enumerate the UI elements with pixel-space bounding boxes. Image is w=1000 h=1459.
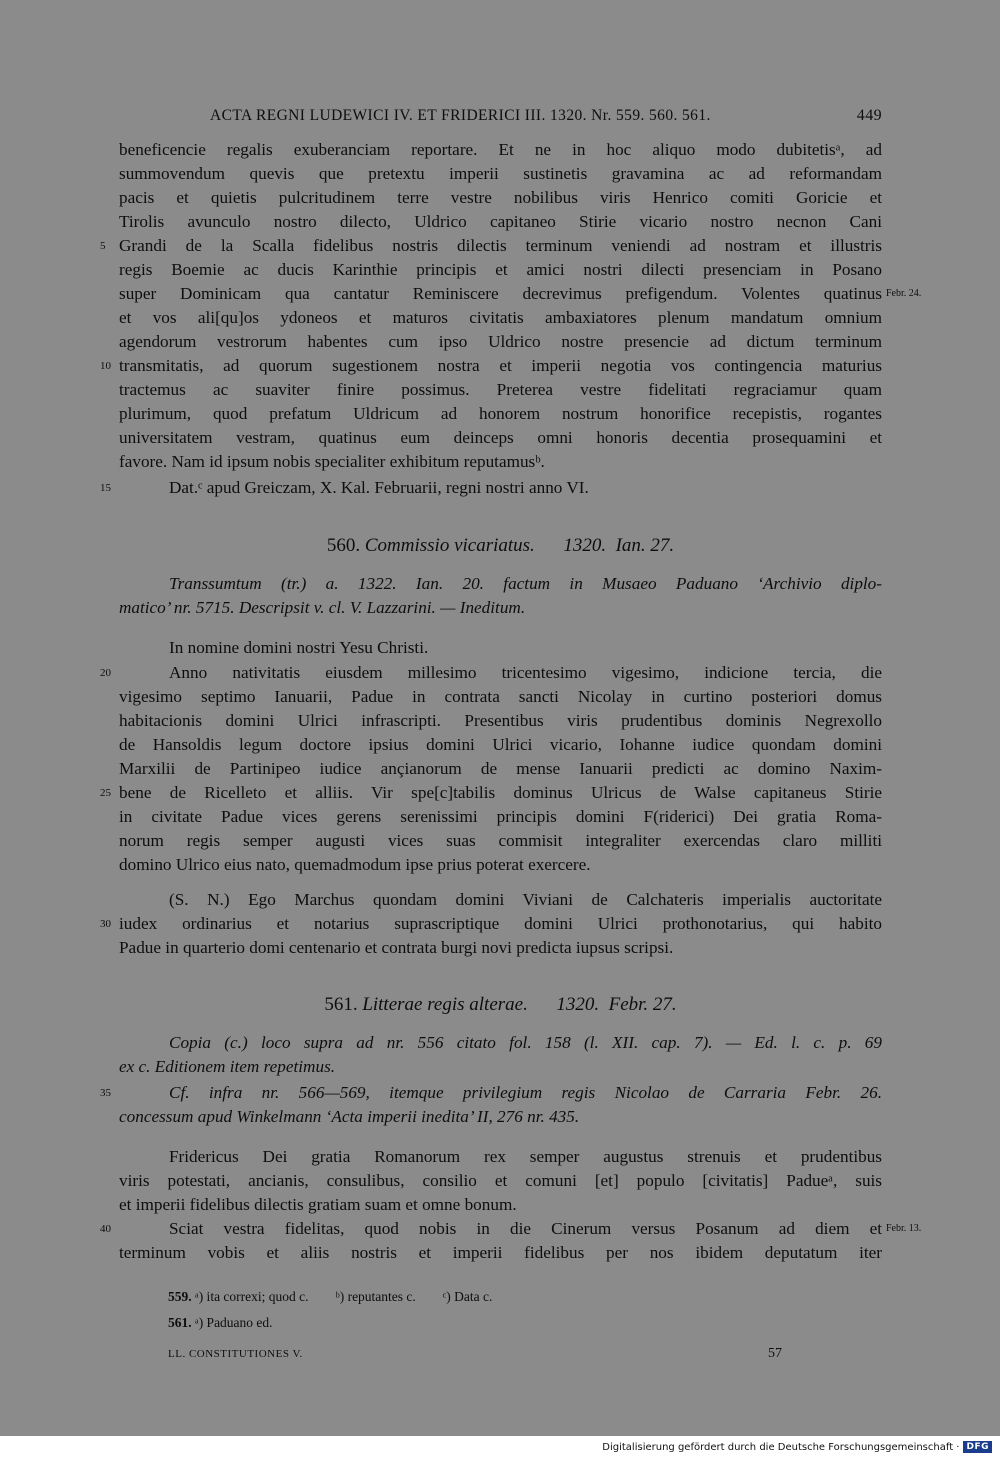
text-line: in civitate Padue vices gerens serenissimi principis domini F(riderici) Dei gratia Roma- — [119, 807, 882, 826]
footnote-text: ᵃ) ita correxi; quod c. ᵇ) reputantes c. ᶜ) Data c. — [191, 1289, 493, 1304]
text-line: ex c. Editionem item repetimus. — [119, 1057, 336, 1076]
text-line: Tirolis avunculo nostro dilecto, Uldrico capitaneo Stirie vicario nostro necnon Cani — [119, 212, 882, 231]
text-line: beneficencie regalis exuberanciam reportare. Et ne in hoc aliquo modo dubitetisᵃ, ad — [119, 140, 882, 159]
running-header — [210, 107, 882, 125]
text-line: habitacionis domini Ulrici infrascripti. Presentibus viris prudentibus dominis Negrexollo — [119, 711, 882, 730]
text-line: universitatem vestram, quatinus eum deinceps omni honoris decentia prosequamini et — [119, 428, 882, 447]
text-line: terminum vobis et aliis nostris et imperii fidelibus per nos ibidem deputatum iter — [119, 1243, 882, 1262]
text-line: Anno nativitatis eiusdem millesimo tricentesimo vigesimo, indicione tercia, die — [169, 663, 882, 682]
text-line: vigesimo septimo Ianuarii, Padue in contrata sancti Nicolay in curtino posteriori domus — [119, 687, 882, 706]
line-number: 20 — [100, 667, 111, 679]
text-line: summovendum quevis que pretextu imperii sustinetis gravamina ac ad reformandam — [119, 164, 882, 183]
text-line: super Dominicam qua cantatur Reminiscere decrevimus prefigendum. Volentes quatinus — [119, 284, 882, 303]
footnote-text: ᵃ) Paduano ed. — [191, 1315, 273, 1330]
line-number: 15 — [100, 482, 111, 494]
section-title: Litterae regis alterae. — [362, 994, 528, 1015]
text-line: In nomine domini nostri Yesu Christi. — [169, 638, 429, 657]
text-line: Cf. infra nr. 566—569, itemque privilegium regis Nicolao de Carraria Febr. 26. — [169, 1083, 882, 1102]
text-line: Grandi de la Scalla fidelibus nostris dilectis terminum veniendi ad nostram et illustris — [119, 236, 882, 255]
text-line: agendorum vestrorum habentes cum ipso Uldrico nostre presencie ad dictum terminum — [119, 332, 882, 351]
text-line: Padue in quarterio domi centenario et contrata burgi novi predicta iupsus scripsi. — [119, 938, 674, 957]
text-line: plurimum, quod prefatum Uldricum ad honorem nostrum honorifice recepistis, rogantes — [119, 404, 882, 423]
line-number: 30 — [100, 918, 111, 930]
text-line: (S. N.) Ego Marchus quondam domini Viviani de Calchateris imperialis auctoritate — [169, 890, 882, 909]
text-line: matico’ nr. 5715. Descripsit v. cl. V. Lazzarini. — Ineditum. — [119, 598, 526, 617]
section-heading — [119, 534, 882, 558]
footnote — [168, 1314, 273, 1332]
dfg-logo-icon[interactable]: DFG — [963, 1441, 992, 1453]
text-line: norum regis semper augusti vices suas commisit integraliter exercendas claro milliti — [119, 831, 882, 850]
section-title: Commissio vicariatus. — [364, 535, 535, 556]
text-line: viris potestati, ancianis, consulibus, consilio et comuni [et] populo [civitatis] Padueᵃ, suis — [119, 1171, 882, 1190]
section-number: 560. — [326, 535, 365, 556]
section-heading — [119, 993, 882, 1017]
text-line: Dat.ᶜ apud Greiczam, X. Kal. Februarii, regni nostri anno VI. — [169, 478, 589, 497]
text-line: Sciat vestra fidelitas, quod nobis in die Cinerum versus Posanum ad diem et — [169, 1219, 882, 1238]
sheet-signature: 57 — [768, 1346, 782, 1361]
text-line: pacis et quietis pulcritudinem terre vestre nobilibus viris Henrico comiti Goricie et — [119, 188, 882, 207]
text-line: Fridericus Dei gratia Romanorum rex semper augustus strenuis et prudentibus — [169, 1147, 882, 1166]
text-line: et imperii fidelibus dilectis gratiam suam et omne bonum. — [119, 1195, 517, 1214]
funding-bar — [602, 1438, 992, 1456]
line-number: 25 — [100, 787, 111, 799]
footnote-number: 561. — [168, 1315, 192, 1330]
text-line: concessum apud Winkelmann ‘Acta imperii inedita’ II, 276 nr. 435. — [119, 1107, 580, 1126]
margin-date: Febr. 13. — [886, 1223, 922, 1234]
footnote — [168, 1288, 492, 1306]
line-number: 35 — [100, 1087, 111, 1099]
line-number: 40 — [100, 1223, 111, 1235]
section-number: 561. — [324, 994, 363, 1015]
text-line: regis Boemie ac ducis Karinthie principis et amici nostri dilecti presenciam in Posano — [119, 260, 882, 279]
text-line: tractemus ac suaviter finire possimus. Preterea vestre fidelitati regraciamur quam — [119, 380, 882, 399]
text-line: iudex ordinarius et notarius suprascriptique domini Ulrici prothonotarius, qui habito — [119, 914, 882, 933]
line-number: 10 — [100, 360, 111, 372]
section-date: 1320. Ian. 27. — [563, 535, 675, 556]
page-number: 449 — [856, 107, 882, 124]
funding-text: Digitalisierung gefördert durch die Deutsche Forschungsgemeinschaft · — [602, 1441, 960, 1453]
running-title: ACTA REGNI LUDEWICI IV. ET FRIDERICI III. 1320. Nr. 559. 560. 561. — [210, 107, 711, 124]
text-line: bene de Ricelleto et alliis. Vir spe[c]tabilis dominus Ulricus de Walse capitaneus Stirie — [119, 783, 882, 802]
text-line: Marxilii de Partinipeo iudice ançianorum de mense Ianuarii predicti ac domino Naxim- — [119, 759, 882, 778]
section-date: 1320. Febr. 27. — [556, 994, 677, 1015]
footnote-number: 559. — [168, 1289, 192, 1304]
text-line: Copia (c.) loco supra ad nr. 556 citato fol. 158 (l. XII. cap. 7). — Ed. l. c. p. 69 — [169, 1033, 882, 1052]
line-number: 5 — [100, 240, 106, 252]
text-line: et vos ali[qu]os ydoneos et maturos civitatis ambaxiatores plenum mandatum omnium — [119, 308, 882, 327]
text-line: de Hansoldis legum doctore ipsius domini Ulrici vicario, Iohanne iudice quondam domini — [119, 735, 882, 754]
text-line: favore. Nam id ipsum nobis specialiter exhibitum reputamusᵇ. — [119, 452, 545, 471]
margin-date: Febr. 24. — [886, 288, 922, 299]
text-line: domino Ulrico eius nato, quemadmodum ipse prius poterat exercere. — [119, 855, 591, 874]
text-line: transmitatis, ad quorum sugestionem nostra et imperii negotia vos contingencia maturius — [119, 356, 882, 375]
collection-label: LL. CONSTITUTIONES V. — [168, 1348, 303, 1360]
text-line: Transsumtum (tr.) a. 1322. Ian. 20. factum in Musaeo Paduano ‘Archivio diplo- — [169, 574, 882, 593]
